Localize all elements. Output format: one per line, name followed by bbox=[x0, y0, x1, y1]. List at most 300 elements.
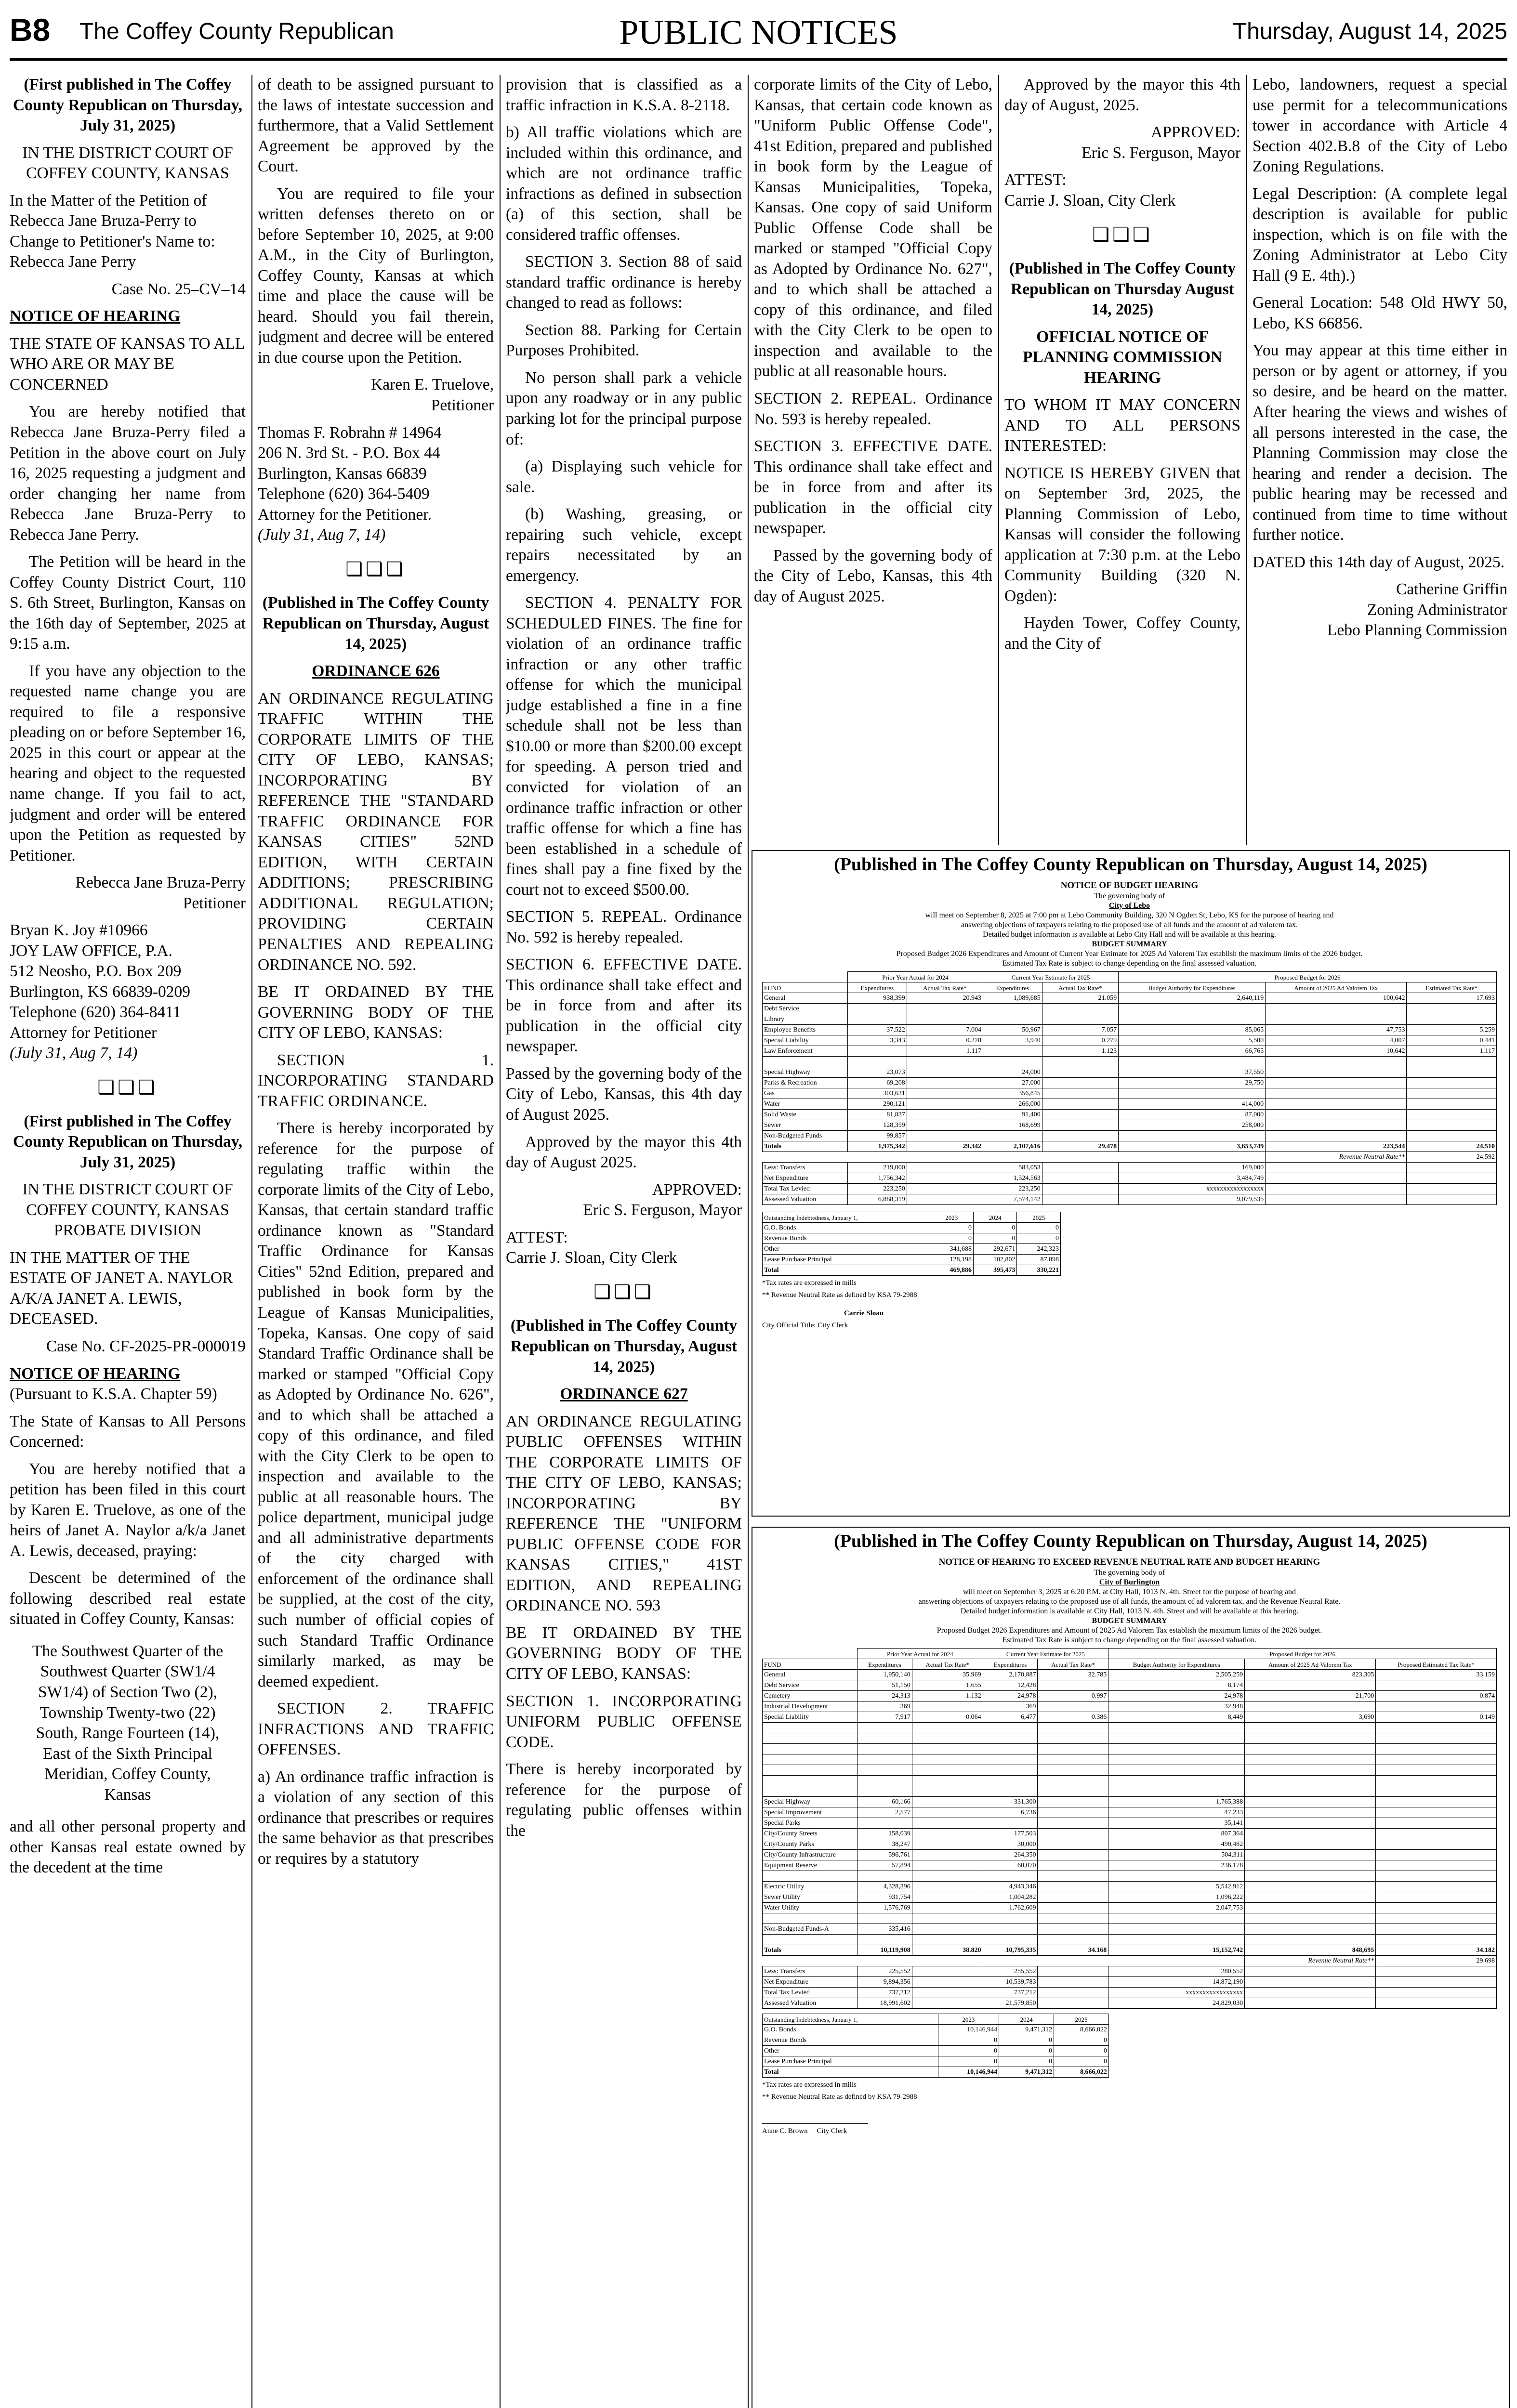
notice-paragraph: There is hereby incorporated by reference for the purpose of regulating traffic within the corporate limits of the City of Lebo, Kansas, that certain standard traffic ordinance known as "Standard Traffic Ordinance for Kansas Cities" 52nd Edition, prepared and published in book form by the League of Kansas Municipalities, Topeka, Kansas. One copy of said Standard Traffic Ordinance shall be marked or stamped "Official Copy as Adopted by Ordinance No. 626", and to which shall be attached a copy of this ordinance, and filed with the City Clerk to be open to inspection and available to the public at all reasonable hours. The police department, municipal judge and all administrative departments of the city charged with enforcement of the ordinance shall be supplied, at the cost of the city, such number of official copies of such Standard Traffic Ordinance similarly marked, as may be deemed expedient. bbox=[258, 1119, 494, 1690]
notice-paragraph: b) All traffic violations which are included within this ordinance, and which are not ordinance traffic infractions as defined in subsection (a) of this section, shall be considered traffic offenses. bbox=[506, 123, 742, 244]
value-cell bbox=[912, 1998, 983, 2008]
column-rule bbox=[748, 75, 749, 2408]
value-cell: 3,653,749 bbox=[1119, 1141, 1266, 1152]
value-cell: 0.278 bbox=[907, 1035, 983, 1046]
value-cell: 50,967 bbox=[983, 1024, 1042, 1035]
value-cell bbox=[912, 1722, 983, 1733]
value-cell: 0 bbox=[938, 2056, 999, 2067]
value-cell bbox=[1407, 1130, 1497, 1141]
value-cell bbox=[912, 1881, 983, 1892]
value-cell bbox=[912, 1987, 983, 1998]
value-cell: 35,141 bbox=[1108, 1818, 1245, 1828]
value-cell bbox=[912, 1902, 983, 1913]
value-cell: 414,000 bbox=[1119, 1099, 1266, 1109]
value-cell: 0 bbox=[1054, 2045, 1109, 2056]
value-cell bbox=[1376, 1775, 1497, 1786]
notice-paragraph: You are hereby notified that Rebecca Jane Bruza-Perry filed a Petition in the above court on July 16, 2025 requesting a judgment and order changing her name from Rebecca Jane Bruza-Perry to Rebecca Jane Perry. bbox=[10, 403, 246, 544]
value-cell: 66,765 bbox=[1119, 1046, 1266, 1056]
footnote: *Tax rates are expressed in mills bbox=[762, 2081, 857, 2089]
column-rule bbox=[251, 75, 252, 2408]
value-cell: 1,765,388 bbox=[1108, 1796, 1245, 1807]
table-column-header: Expenditures bbox=[983, 1659, 1038, 1669]
signature-title: Petitioner bbox=[183, 894, 246, 912]
value-cell bbox=[907, 1077, 983, 1088]
value-cell bbox=[1407, 1194, 1497, 1204]
value-cell bbox=[983, 1722, 1038, 1733]
value-cell: 57,894 bbox=[857, 1860, 912, 1871]
value-cell bbox=[1376, 1913, 1497, 1924]
value-cell bbox=[1038, 1934, 1108, 1945]
table-column-header: Expenditures bbox=[848, 982, 907, 993]
table-row bbox=[763, 1141, 1497, 1152]
value-cell: 0.874 bbox=[1376, 1690, 1497, 1701]
signature-title: Zoning Administrator bbox=[1367, 601, 1507, 619]
value-cell bbox=[1038, 1966, 1108, 1976]
value-cell: 807,364 bbox=[1108, 1828, 1245, 1839]
table-column-header: FUND bbox=[763, 1659, 857, 1669]
table-row bbox=[763, 1024, 1497, 1035]
notice-paragraph: Section 88. Parking for Certain Purposes Prohibited. bbox=[506, 321, 742, 360]
value-cell bbox=[1407, 1099, 1497, 1109]
value-cell: 10,795,335 bbox=[983, 1945, 1038, 1955]
value-cell: 102,802 bbox=[974, 1254, 1017, 1265]
notice-paragraph: (b) Washing, greasing, or repairing such vehicle, except repairs necessitated by an emergency. bbox=[506, 505, 742, 585]
value-cell: 1,756,342 bbox=[848, 1173, 907, 1183]
value-cell bbox=[983, 1786, 1038, 1796]
value-cell bbox=[983, 1924, 1038, 1934]
row-label-cell: Water bbox=[763, 1099, 848, 1109]
value-cell bbox=[1376, 1807, 1497, 1818]
row-label-cell: Special Highway bbox=[763, 1796, 857, 1807]
row-label-cell: Solid Waste bbox=[763, 1109, 848, 1120]
value-cell: 158,039 bbox=[857, 1828, 912, 1839]
row-label-cell: Special Improvement bbox=[763, 1807, 857, 1818]
value-cell: 8,666,022 bbox=[1054, 2067, 1109, 2077]
value-cell bbox=[1038, 1754, 1108, 1765]
value-cell: 47,233 bbox=[1108, 1807, 1245, 1818]
value-cell: 0 bbox=[1054, 2035, 1109, 2045]
value-cell: 14,872,190 bbox=[1108, 1976, 1245, 1987]
value-cell bbox=[1407, 1120, 1497, 1130]
table-column-header: Budget Authority for Expenditures bbox=[1108, 1659, 1245, 1669]
value-cell: 504,311 bbox=[1108, 1849, 1245, 1860]
table-row bbox=[763, 1035, 1497, 1046]
notice-subheading: (Pursuant to K.S.A. Chapter 59) bbox=[10, 1385, 217, 1403]
value-cell: 47,753 bbox=[1266, 1024, 1407, 1035]
value-cell bbox=[1038, 1839, 1108, 1849]
row-label-cell: Lease Purchase Principal bbox=[763, 1254, 930, 1265]
value-cell: 0 bbox=[999, 2035, 1054, 2045]
attorney-block: Bryan K. Joy #10966 JOY LAW OFFICE, P.A. 512 Neosho, P.O. Box 209 Burlington, KS 66839-0209 Telephone (620) 364-8411 Attorney for Petitioner bbox=[10, 921, 191, 1042]
value-cell: 24.510 bbox=[1407, 1141, 1497, 1152]
value-cell bbox=[983, 1754, 1038, 1765]
table-column-header: Outstanding Indebtedness, January 1, bbox=[763, 2014, 938, 2024]
table-column-header: Estimated Tax Rate* bbox=[1407, 982, 1497, 993]
budget-line: will meet on September 8, 2025 at 7:00 pm at Lebo Community Building, 320 N Ogden St, Lebo, KS for the purpose of hearing and bbox=[925, 911, 1334, 919]
value-cell bbox=[912, 1860, 983, 1871]
signature: Catherine Griffin bbox=[1396, 580, 1507, 599]
value-cell: 6,736 bbox=[983, 1807, 1038, 1818]
value-cell bbox=[912, 1743, 983, 1754]
budget-summary-title: BUDGET SUMMARY bbox=[1092, 940, 1167, 948]
value-cell: 1,762,609 bbox=[983, 1902, 1038, 1913]
value-cell bbox=[983, 1743, 1038, 1754]
value-cell: 0.064 bbox=[912, 1712, 983, 1722]
value-cell bbox=[1266, 1067, 1407, 1077]
table-row bbox=[763, 2035, 1109, 2045]
table-column-header: Proposed Estimated Tax Rate* bbox=[1376, 1659, 1497, 1669]
value-cell bbox=[1266, 1088, 1407, 1099]
value-cell bbox=[912, 1913, 983, 1924]
notice-paragraph: SECTION 2. REPEAL. Ordinance No. 593 is hereby repealed. bbox=[754, 389, 992, 428]
value-cell: xxxxxxxxxxxxxxxxx bbox=[1119, 1183, 1266, 1194]
table-row bbox=[763, 1680, 1497, 1690]
row-label-cell: Sewer bbox=[763, 1120, 848, 1130]
value-cell: 242,323 bbox=[1017, 1243, 1061, 1254]
row-label-cell: Total Tax Levied bbox=[763, 1183, 848, 1194]
value-cell bbox=[1245, 1987, 1376, 1998]
table-row bbox=[763, 1976, 1497, 1987]
row-label-cell: Debt Service bbox=[763, 1680, 857, 1690]
value-cell: 225,552 bbox=[857, 1966, 912, 1976]
indebtedness-table bbox=[762, 1212, 1061, 1276]
value-cell bbox=[1042, 1194, 1118, 1204]
value-cell bbox=[1407, 1003, 1497, 1014]
value-cell bbox=[907, 1109, 983, 1120]
value-cell bbox=[1038, 1976, 1108, 1987]
value-cell: 6,477 bbox=[983, 1712, 1038, 1722]
table-column-header: Actual Tax Rate* bbox=[1042, 982, 1118, 993]
signature: Rebecca Jane Bruza-Perry bbox=[75, 874, 246, 892]
value-cell bbox=[1108, 1924, 1245, 1934]
value-cell bbox=[983, 1014, 1042, 1024]
page-number: B8 bbox=[10, 12, 51, 48]
value-cell bbox=[1376, 1860, 1497, 1871]
clerk-signature: Carrie J. Sloan, City Clerk bbox=[1004, 191, 1176, 209]
value-cell bbox=[1245, 1818, 1376, 1828]
value-cell bbox=[1376, 1871, 1497, 1881]
value-cell: 85,065 bbox=[1119, 1024, 1266, 1035]
notice-paragraph: Legal Description: (A complete legal description is available for public inspection, which is on file with the Zoning Administrator at Lebo City Hall (9 E. 4th).) bbox=[1253, 184, 1507, 285]
value-cell bbox=[912, 1775, 983, 1786]
table-row bbox=[763, 2024, 1109, 2035]
table-column-header: 2023 bbox=[938, 2014, 999, 2024]
value-cell bbox=[1376, 1733, 1497, 1743]
budget-summary-line: Proposed Budget 2026 Expenditures and Amount of 2025 Ad Valorem Tax establish the maximum limits of the 2026 budget. bbox=[937, 1626, 1322, 1635]
value-cell: 1,950,140 bbox=[857, 1669, 912, 1680]
table-row bbox=[763, 1828, 1497, 1839]
value-cell: 223,544 bbox=[1266, 1141, 1407, 1152]
value-cell: 18,991,602 bbox=[857, 1998, 912, 2008]
value-cell bbox=[912, 1934, 983, 1945]
separator-ornament: ❏❏❏ bbox=[345, 558, 406, 580]
value-cell bbox=[1108, 1743, 1245, 1754]
value-cell bbox=[912, 1818, 983, 1828]
value-cell bbox=[1376, 1976, 1497, 1987]
revenue-neutral-label: Revenue Neutral Rate** bbox=[1266, 1152, 1407, 1162]
court-heading: IN THE DISTRICT COURT OF COFFEY COUNTY, KANSAS bbox=[22, 144, 233, 183]
value-cell bbox=[1407, 1088, 1497, 1099]
table-row bbox=[763, 1818, 1497, 1828]
value-cell: 341,688 bbox=[930, 1243, 973, 1254]
table-row bbox=[763, 1998, 1497, 2008]
value-cell: 0 bbox=[930, 1222, 973, 1233]
value-cell bbox=[1376, 1828, 1497, 1839]
row-label-cell: Total bbox=[763, 2067, 938, 2077]
value-cell bbox=[912, 1839, 983, 1849]
row-label-cell: Total Tax Levied bbox=[763, 1987, 857, 1998]
value-cell: 330,221 bbox=[1017, 1265, 1061, 1275]
value-cell: 0.386 bbox=[1038, 1712, 1108, 1722]
value-cell bbox=[1038, 1892, 1108, 1902]
row-label-cell bbox=[763, 1733, 857, 1743]
value-cell: 9,079,535 bbox=[1119, 1194, 1266, 1204]
value-cell: 35.969 bbox=[912, 1669, 983, 1680]
value-cell bbox=[1245, 1966, 1376, 1976]
row-label-cell: Less: Transfers bbox=[763, 1966, 857, 1976]
case-matter: In the Matter of the Petition of Rebecca Jane Bruza-Perry to Change to Petitioner's Name to: Rebecca Jane Perry bbox=[10, 191, 215, 271]
notice-paragraph: You are required to file your written defenses thereto on or before September 10, 2025, at 9:00 A.M., in the City of Burlington, Coffey County, Kansas at which time and place the cause will be heard. Should you fail therein, judgment and decree will be entered in due course upon the Petition. bbox=[258, 184, 494, 366]
value-cell bbox=[857, 1786, 912, 1796]
value-cell: 2,047,753 bbox=[1108, 1902, 1245, 1913]
value-cell: 9,471,312 bbox=[999, 2024, 1054, 2035]
ordinance-number: ORDINANCE 627 bbox=[560, 1385, 688, 1403]
footnote: *Tax rates are expressed in mills bbox=[762, 1279, 857, 1287]
table-group-header: Proposed Budget for 2026 bbox=[1119, 971, 1497, 982]
value-cell bbox=[1042, 1014, 1118, 1024]
table-row bbox=[763, 1754, 1497, 1765]
table-column-header: 2023 bbox=[930, 1212, 973, 1222]
notice-paragraph: Lebo, landowners, request a special use permit for a telecommunications tower in accordance with Article 4 Section 402.B.8 of the City of Lebo Zoning Regulations. bbox=[1253, 76, 1507, 176]
value-cell bbox=[1038, 1701, 1108, 1712]
budget-table bbox=[762, 1648, 1497, 2009]
value-cell bbox=[1245, 1754, 1376, 1765]
value-cell bbox=[857, 1871, 912, 1881]
notice-paragraph: SECTION 3. Section 88 of said standard traffic ordinance is hereby changed to read as follows: bbox=[506, 253, 742, 312]
value-cell bbox=[907, 1003, 983, 1014]
table-row bbox=[763, 1902, 1497, 1913]
value-cell bbox=[1119, 1088, 1266, 1099]
value-cell bbox=[1407, 1109, 1497, 1120]
value-cell: 100,642 bbox=[1266, 993, 1407, 1003]
budget-entity: City of Burlington bbox=[1099, 1578, 1160, 1586]
value-cell bbox=[1042, 1173, 1118, 1183]
column-1 bbox=[10, 75, 246, 2408]
value-cell: 938,399 bbox=[848, 993, 907, 1003]
value-cell bbox=[1119, 1056, 1266, 1067]
table-row bbox=[763, 1003, 1497, 1014]
table-column-header: Actual Tax Rate* bbox=[907, 982, 983, 993]
value-cell: 60,070 bbox=[983, 1860, 1038, 1871]
column-rule bbox=[500, 75, 501, 2408]
value-cell: 236,178 bbox=[1108, 1860, 1245, 1871]
row-label-cell: City/County Parks bbox=[763, 1839, 857, 1849]
page-header bbox=[10, 10, 1507, 61]
value-cell bbox=[1376, 1754, 1497, 1765]
budget-summary-line: Estimated Tax Rate is subject to change depending on the final assessed valuation. bbox=[1002, 959, 1257, 968]
paper-name: The Coffey County Republican bbox=[79, 19, 394, 44]
value-cell: 29.342 bbox=[907, 1141, 983, 1152]
row-label-cell: Net Expenditure bbox=[763, 1173, 848, 1183]
ordinance-number: ORDINANCE 626 bbox=[312, 662, 440, 681]
table-group-header: Proposed Budget for 2026 bbox=[1108, 1648, 1497, 1659]
value-cell bbox=[1245, 1680, 1376, 1690]
value-cell bbox=[1038, 1987, 1108, 1998]
value-cell bbox=[912, 1849, 983, 1860]
value-cell: 10,146,944 bbox=[938, 2024, 999, 2035]
value-cell bbox=[1245, 1934, 1376, 1945]
table-column-header: Expenditures bbox=[983, 982, 1042, 993]
table-column-header: Expenditures bbox=[857, 1659, 912, 1669]
value-cell bbox=[1038, 1743, 1108, 1754]
value-cell bbox=[912, 1807, 983, 1818]
value-cell: 2,640,119 bbox=[1119, 993, 1266, 1003]
value-cell: 0 bbox=[974, 1222, 1017, 1233]
value-cell: 33.159 bbox=[1376, 1669, 1497, 1680]
table-row bbox=[763, 2056, 1109, 2067]
value-cell: 7.057 bbox=[1042, 1024, 1118, 1035]
table-row bbox=[763, 1162, 1497, 1173]
value-cell bbox=[1108, 1871, 1245, 1881]
value-cell bbox=[1042, 1162, 1118, 1173]
value-cell bbox=[1038, 1796, 1108, 1807]
signer-title: City Clerk bbox=[817, 2127, 847, 2135]
value-cell bbox=[983, 1818, 1038, 1828]
value-cell: 34.168 bbox=[1038, 1945, 1108, 1955]
notice-pub-line: (First published in The Coffey County Republican on Thursday, July 31, 2025) bbox=[13, 76, 242, 135]
value-cell: 219,000 bbox=[848, 1162, 907, 1173]
value-cell: 169,000 bbox=[1119, 1162, 1266, 1173]
row-label-cell bbox=[763, 1786, 857, 1796]
value-cell: 10,539,783 bbox=[983, 1976, 1038, 1987]
value-cell bbox=[1245, 1775, 1376, 1786]
value-cell bbox=[983, 1130, 1042, 1141]
notice-paragraph: Descent be determined of the following described real estate situated in Coffey County, Kansas: bbox=[10, 1569, 246, 1628]
value-cell: 24,313 bbox=[857, 1690, 912, 1701]
value-cell bbox=[848, 1014, 907, 1024]
table-column-header: Actual Tax Rate* bbox=[1038, 1659, 1108, 1669]
value-cell bbox=[1376, 1966, 1497, 1976]
value-cell bbox=[1376, 1839, 1497, 1849]
value-cell bbox=[857, 1754, 912, 1765]
value-cell: 8,666,022 bbox=[1054, 2024, 1109, 2035]
clerk-signature: Carrie J. Sloan, City Clerk bbox=[506, 1249, 677, 1267]
row-label-cell: City/County Streets bbox=[763, 1828, 857, 1839]
table-row bbox=[763, 1733, 1497, 1743]
budget-summary-line: Estimated Tax Rate is subject to change depending on the final assessed valuation. bbox=[1002, 1636, 1257, 1644]
handwritten-signature bbox=[762, 2105, 868, 2124]
value-cell: 0 bbox=[930, 1233, 973, 1243]
value-cell: 7,917 bbox=[857, 1712, 912, 1722]
notice-paragraph: You may appear at this time either in person or by agent or attorney, if you so desire, and be heard on the matter. After hearing the views and wishes of all persons interested in the case, the Planning Commission may close the hearing and render a decision. The public hearing may be recessed and continued from time to time without further notice. bbox=[1253, 341, 1507, 544]
value-cell: 931,754 bbox=[857, 1892, 912, 1902]
value-cell bbox=[857, 1765, 912, 1775]
table-row bbox=[763, 1881, 1497, 1892]
value-cell: 469,886 bbox=[930, 1265, 973, 1275]
value-cell bbox=[1119, 1130, 1266, 1141]
value-cell bbox=[1266, 1183, 1407, 1194]
table-row bbox=[763, 1871, 1497, 1881]
value-cell: 128,359 bbox=[848, 1120, 907, 1130]
value-cell: 0 bbox=[974, 1233, 1017, 1243]
budget-line: answering objections of taxpayers relating to the proposed use of all funds and the amount of ad valorem tax. bbox=[961, 920, 1298, 929]
value-cell bbox=[1376, 1987, 1497, 1998]
approved-label: APPROVED: bbox=[1150, 123, 1240, 142]
table-row bbox=[763, 993, 1497, 1003]
value-cell bbox=[1042, 1003, 1118, 1014]
notice-paragraph: SECTION 3. EFFECTIVE DATE. This ordinance shall take effect and be in force from and after its publication in the official city newspaper. bbox=[754, 437, 992, 537]
value-cell: 266,000 bbox=[983, 1099, 1042, 1109]
value-cell: 258,000 bbox=[1119, 1120, 1266, 1130]
attorney-block: Thomas F. Robrahn # 14964 206 N. 3rd St. - P.O. Box 44 Burlington, Kansas 66839 Telephone (620) 364-5409 Attorney for the Petitioner. bbox=[258, 423, 442, 523]
ordained-clause: BE IT ORDAINED BY THE GOVERNING BODY OF THE CITY OF LEBO, KANSAS: bbox=[506, 1623, 742, 1683]
value-cell: 1.123 bbox=[1042, 1046, 1118, 1056]
table-row bbox=[763, 1067, 1497, 1077]
value-cell: 0 bbox=[999, 2045, 1054, 2056]
table-row bbox=[763, 1233, 1061, 1243]
column-5 bbox=[1004, 75, 1240, 845]
table-column-header: Actual Tax Rate* bbox=[912, 1659, 983, 1669]
value-cell: 356,845 bbox=[983, 1088, 1042, 1099]
column-rule bbox=[998, 75, 999, 845]
table-column-header: FUND bbox=[763, 982, 848, 993]
value-cell bbox=[1376, 1818, 1497, 1828]
value-cell: 369 bbox=[983, 1701, 1038, 1712]
value-cell: 37,550 bbox=[1119, 1067, 1266, 1077]
value-cell bbox=[1038, 1775, 1108, 1786]
publication-dates: (July 31, Aug 7, 14) bbox=[258, 526, 386, 544]
value-cell bbox=[1266, 1162, 1407, 1173]
value-cell bbox=[1042, 1120, 1118, 1130]
budget-line: answering objections of taxpayers relating to the proposed use of all funds, the amount of ad valorem tax, and the Revenue Neutral Rate. bbox=[918, 1597, 1341, 1606]
separator-ornament: ❏❏❏ bbox=[1092, 223, 1153, 246]
notice-paragraph: Passed by the governing body of the City of Lebo, Kansas, this 4th day of August 2025. bbox=[754, 546, 992, 605]
value-cell: 81,837 bbox=[848, 1109, 907, 1120]
value-cell bbox=[907, 1099, 983, 1109]
value-cell bbox=[1266, 1056, 1407, 1067]
attest-label: ATTEST: bbox=[1004, 171, 1067, 189]
value-cell bbox=[1266, 1120, 1407, 1130]
table-group-header: Current Year Estimate for 2025 bbox=[983, 971, 1119, 982]
table-column-header: 2025 bbox=[1017, 1212, 1061, 1222]
value-cell bbox=[1407, 1162, 1497, 1173]
budget-line: Detailed budget information is available at City Hall, 1013 N. 4th. Street and will be available at this hearing. bbox=[960, 1607, 1299, 1615]
row-label-cell: Assessed Valuation bbox=[763, 1998, 857, 2008]
table-row bbox=[763, 1077, 1497, 1088]
value-cell: 69,208 bbox=[848, 1077, 907, 1088]
value-cell: 369 bbox=[857, 1701, 912, 1712]
value-cell: 1,524,563 bbox=[983, 1173, 1042, 1183]
row-label-cell: Non-Budgeted Funds-A bbox=[763, 1924, 857, 1934]
row-label-cell: Other bbox=[763, 1243, 930, 1254]
table-row bbox=[763, 1014, 1497, 1024]
value-cell bbox=[1245, 1849, 1376, 1860]
value-cell bbox=[1038, 1860, 1108, 1871]
notice-paragraph: SECTION 4. PENALTY FOR SCHEDULED FINES. The fine for violation of an ordinance traffic infraction or any other traffic offense for which the municipal judge established a fine in a fine schedule shall not be less than $10.00 or more than $200.00 except for speeding. A person tried and convicted for violation of an ordinance traffic infraction or other traffic offense for which a fine has been established in a schedule of fines shall pay a fine fixed by the court not to exceed $500.00. bbox=[506, 594, 742, 899]
value-cell bbox=[1245, 1796, 1376, 1807]
value-cell bbox=[1119, 1014, 1266, 1024]
value-cell: 29,750 bbox=[1119, 1077, 1266, 1088]
value-cell: 0 bbox=[938, 2035, 999, 2045]
value-cell bbox=[1108, 1786, 1245, 1796]
value-cell bbox=[1266, 1109, 1407, 1120]
value-cell: 20.943 bbox=[907, 993, 983, 1003]
value-cell: 51,150 bbox=[857, 1680, 912, 1690]
value-cell: 737,212 bbox=[983, 1987, 1038, 1998]
value-cell: 490,482 bbox=[1108, 1839, 1245, 1849]
column-2 bbox=[258, 75, 494, 2408]
value-cell bbox=[1376, 1796, 1497, 1807]
